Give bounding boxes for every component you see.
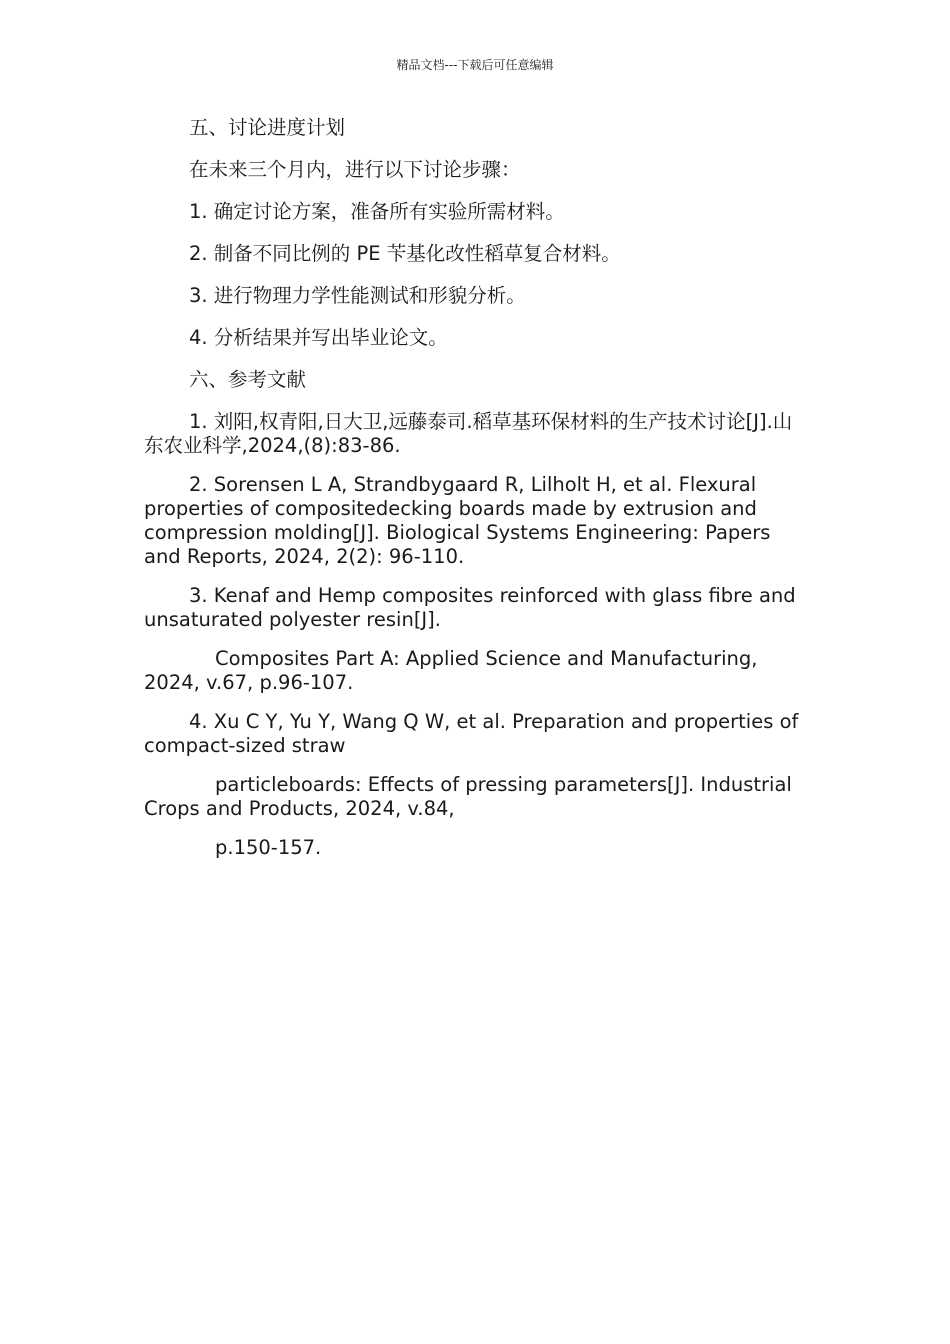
section-heading-references: 六、参考文献 bbox=[189, 368, 307, 391]
reference-item: 2. Sorensen L A, Strandbygaard R, Lilholt H, et al. Flexural properties of compositedecking boards made by extrusion and compression molding[J]. Biological Systems Engineering: Papers and Reports, 2024, 2(2): 96-110. bbox=[144, 473, 771, 568]
schedule-step: 4. 分析结果并写出毕业论文。 bbox=[189, 326, 448, 349]
reference-continuation: Composites Part A: Applied Science and Manufacturing, 2024, v.67, p.96-107. bbox=[144, 647, 758, 694]
reference-item: 3. Kenaf and Hemp composites reinforced with glass fibre and unsaturated polyester resin[J]. bbox=[144, 584, 796, 631]
reference-continuation: particleboards: Effects of pressing parameters[J]. Industrial Crops and Products, 2024, v.84, bbox=[144, 773, 792, 820]
section-heading-schedule: 五、讨论进度计划 bbox=[189, 116, 346, 139]
schedule-step: 1. 确定讨论方案，准备所有实验所需材料。 bbox=[189, 200, 565, 223]
schedule-intro: 在未来三个月内，进行以下讨论步骤： bbox=[189, 158, 521, 181]
reference-item: 1. 刘阳,权青阳,日大卫,远藤泰司.稻草基环保材料的生产技术讨论[J].山东农业科学,2024,(8):83-86. bbox=[144, 410, 793, 457]
schedule-step: 2. 制备不同比例的 PE 苄基化改性稻草复合材料。 bbox=[189, 242, 621, 265]
schedule-step: 3. 进行物理力学性能测试和形貌分析。 bbox=[189, 284, 526, 307]
page-header: 精品文档---下载后可任意编辑 bbox=[396, 58, 554, 72]
reference-continuation: p.150-157. bbox=[215, 836, 322, 859]
reference-item: 4. Xu C Y, Yu Y, Wang Q W, et al. Preparation and properties of compact-sized straw bbox=[144, 710, 799, 757]
document-body bbox=[144, 116, 804, 875]
